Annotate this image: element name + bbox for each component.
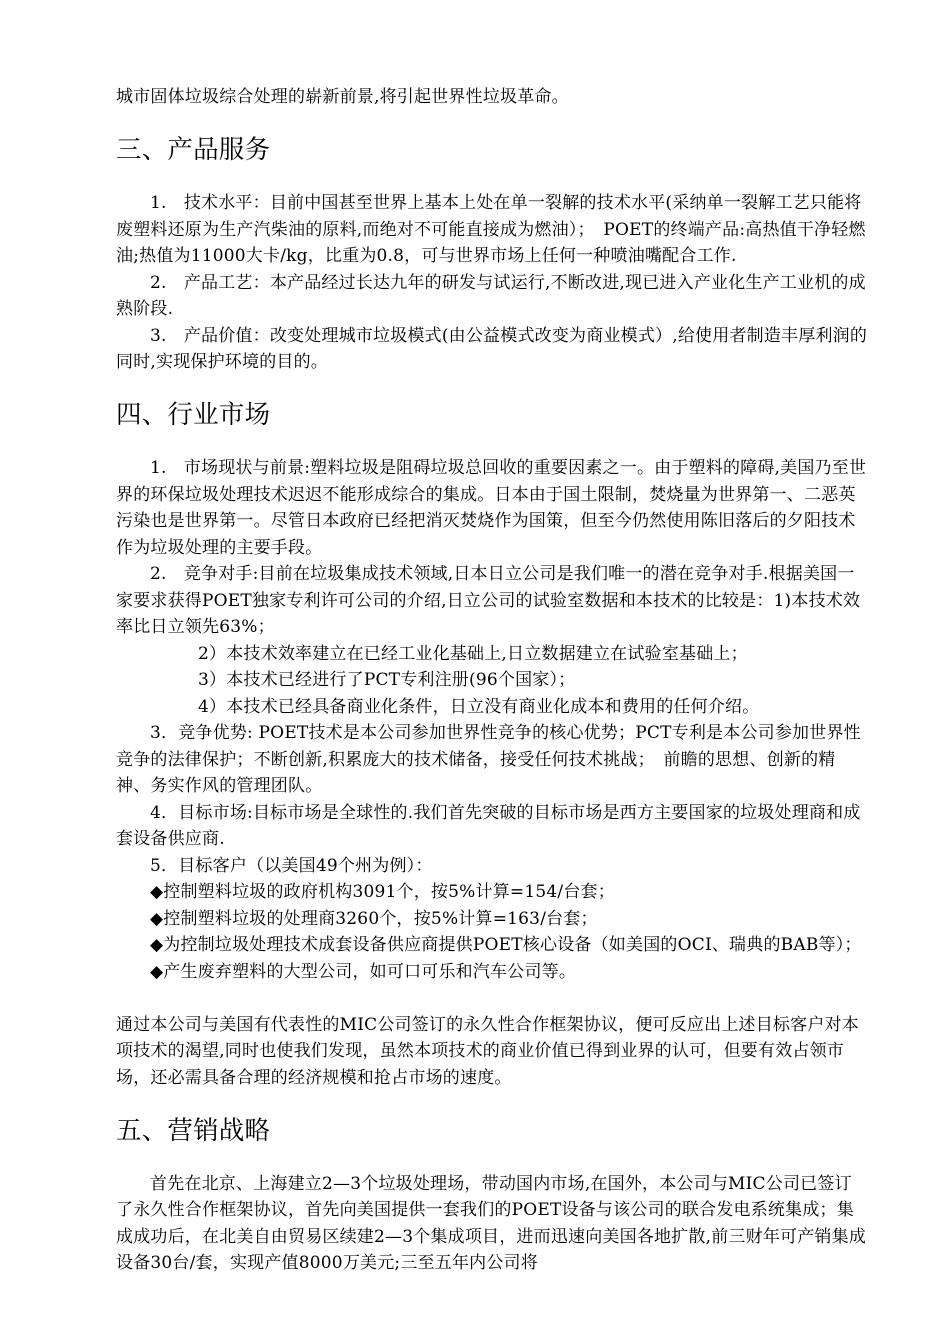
spacer (116, 111, 868, 138)
product-item-3: 3. 产品价值：改变处理城市垃圾模式(由公益模式改变为商业模式）,给使用者制造丰厚利润的同时,实现保护环境的目的。 (116, 325, 868, 372)
section-5-heading: 五、营销战略 (116, 1115, 271, 1146)
target-bullet: ◆为控制垃圾处理技术成套设备供应商提供POET核心设备（如美国的OCI、瑞典的BAB等）； (150, 935, 862, 955)
product-item-1: 1. 技术水平：目前中国甚至世界上基本上处在单一裂解的技术水平(采纳单一裂解工艺只能将废塑料还原为生产汽柴油的原料,而绝对不可能直接成为燃油）； POET的终端产品:高热值干净轻燃油;热值为11000大卡/kg，比重为0.8，可与世界市场上任何一种喷油嘴配合工作. (116, 193, 866, 266)
market-item-1: 1. 市场现状与前景:塑料垃圾是阻碍垃圾总回收的重要因素之一。由于塑料的障碍,美国乃至世界的环保垃圾处理技术迟迟不能形成综合的集成。日本由于国土限制，焚烧量为世界第一、二恶英污染也是世界第一。尽管日本政府已经把消灭焚烧作为国策，但至今仍然使用陈旧落后的夕阳技术作为垃圾处理的主要手段。 (116, 458, 867, 558)
comparison-sub-3: 3）本技术已经进行了PCT专利注册(96个国家）； (198, 670, 576, 690)
spacer (116, 1091, 868, 1118)
intro-paragraph: 城市固体垃圾综合处理的崭新前景,将引起世界性垃圾革命。 (116, 87, 569, 107)
section-3-heading: 三、产品服务 (116, 135, 271, 165)
spacer (116, 164, 868, 191)
market-item-4: 4．目标市场:目标市场是全球性的.我们首先突破的目标市场是西方主要国家的垃圾处理商和成套设备供应商. (116, 802, 861, 849)
target-bullet: ◆产生废弃塑料的大型公司，如可口可乐和汽车公司等。 (150, 961, 577, 982)
market-item-3: 3．竞争优势: POET技术是本公司参加世界性竞争的核心优势；PCT专利是本公司参加世界性竞争的法律保护；不断创新,积累庞大的技术储备，接受任何技术挑战； 前瞻的思想、创新的精神、务实作风的管理团队。 (116, 723, 861, 796)
spacer (116, 1144, 868, 1171)
market-summary: 通过本公司与美国有代表性的MIC公司签订的永久性合作框架协议，便可反应出上述目标客户对本项技术的渴望,同时也使我们发现，虽然本项技术的商业价值已得到业界的认可，但要有效占领市场，还必需具备合理的经济规模和抢占市场的速度。 (116, 1014, 859, 1088)
spacer (116, 985, 868, 1012)
marketing-body: 首先在北京、上海建立2—3个垃圾处理场，带动国内市场,在国外，本公司与MIC公司已签订了永久性合作框架协议，首先向美国提供一套我们的POET设备与该公司的联合发电系统集成；集成成功后，在北美自由贸易区续建2—3个集成项目，进而迅速向美国各地扩散,前三财年可产销集成设备30台/套，实现产值8000万美元;三至五年内公司将 (116, 1173, 867, 1273)
document-page (116, 84, 868, 1277)
target-bullet: ◆控制塑料垃圾的政府机构3091个，按5%计算=154/台套； (150, 882, 615, 902)
spacer (116, 376, 868, 403)
market-item-5: 5．目标客户（以美国49个州为例）： (150, 855, 433, 876)
market-item-2: 2. 竞争对手:目前在垃圾集成技术领域,日本日立公司是我们唯一的潜在竞争对手.根据美国一家要求获得POET独家专利许可公司的介绍,日立公司的试验室数据和本技术的比较是：1)本技术效率比日立领先63%； (116, 564, 861, 637)
spacer (116, 429, 868, 456)
target-bullet: ◆控制塑料垃圾的处理商3260个，按5%计算=163/台套； (150, 908, 598, 929)
comparison-sub-4: 4）本技术已经具备商业化条件，日立没有商业化成本和费用的任何介绍。 (198, 696, 760, 717)
comparison-sub-2: 2）本技术效率建立在已经工业化基础上,日立数据建立在试验室基础上； (198, 643, 748, 664)
section-4-heading: 四、行业市场 (116, 400, 271, 430)
product-item-2: 2. 产品工艺：本产品经过长达九年的研发与试运行,不断改进,现已进入产业化生产工业机的成熟阶段. (116, 272, 866, 319)
